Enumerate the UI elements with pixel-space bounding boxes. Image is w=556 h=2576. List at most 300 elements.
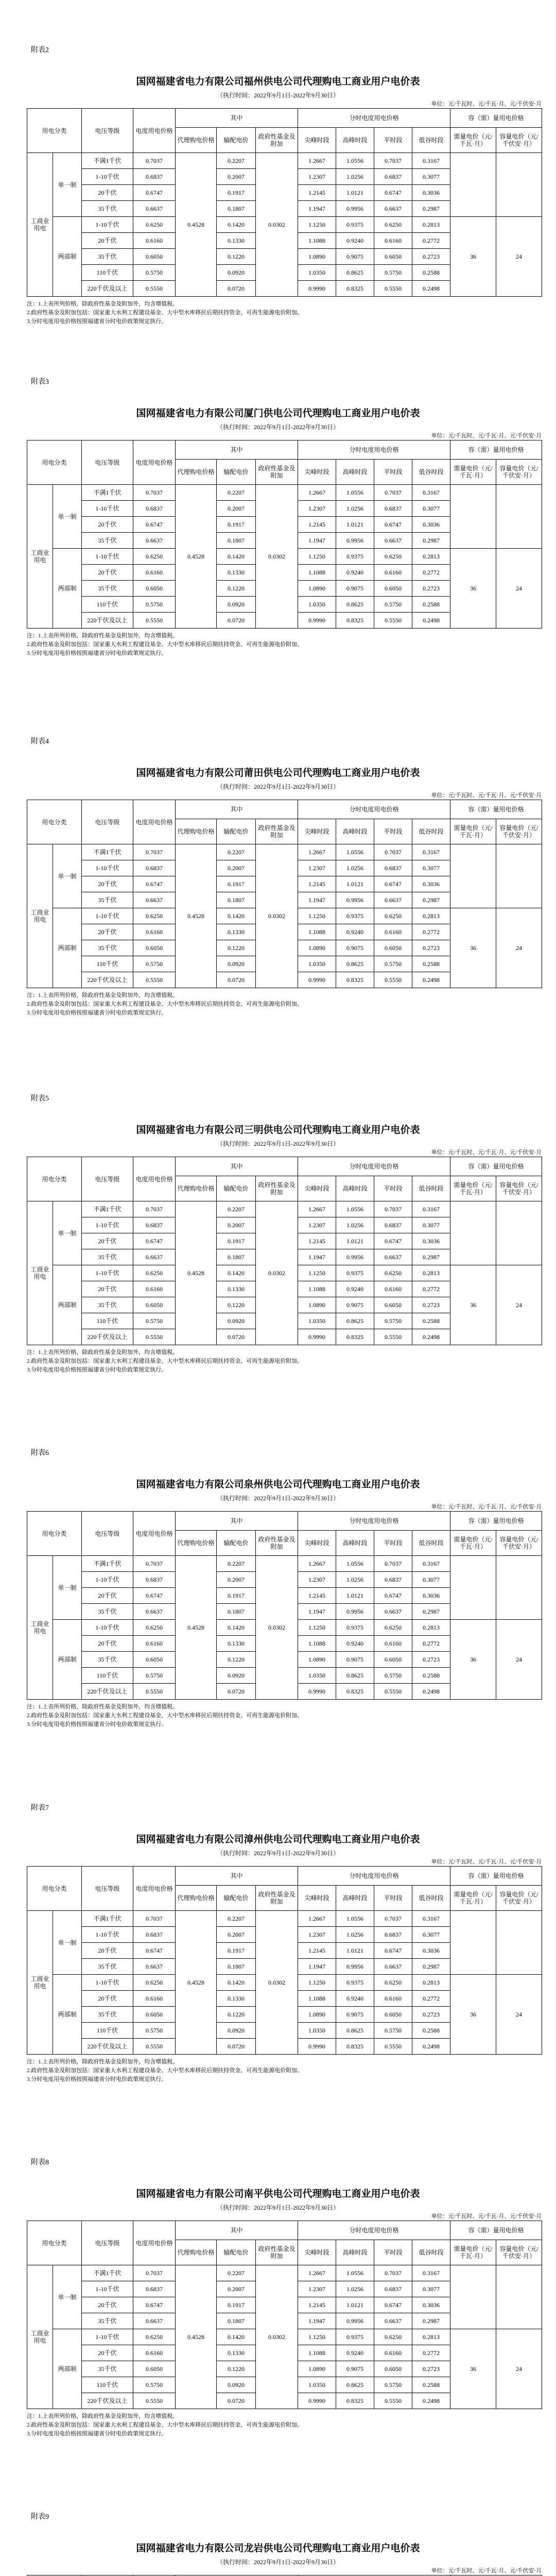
sharp-peak-cell: 1.2307: [298, 860, 336, 876]
peak-cell: 0.8625: [336, 597, 374, 613]
header-category: 用电分类: [27, 109, 82, 153]
header-row: [27, 109, 542, 128]
tdp-cell: 0.1420: [217, 549, 256, 565]
peak-cell: 1.0256: [336, 1217, 374, 1233]
table-title: 国网福建省电力有限公司南平供电公司代理购电工商业用户电价表: [136, 2189, 420, 2199]
voltage-cell: 110千伏: [82, 1313, 133, 1329]
note-line: 3.分时电度用电价格按照福建省分时电价政策规定执行。: [27, 318, 167, 325]
attachment-label: 附表4: [31, 738, 49, 745]
header-capacity-group: 容（需）量用电价格: [450, 440, 542, 460]
peak-cell: 0.9375: [336, 549, 374, 565]
energy-price-cell: 0.5750: [133, 2023, 176, 2039]
tdp-cell: 0.1330: [217, 2345, 256, 2361]
valley-cell: 0.3167: [412, 1556, 450, 1572]
tdp-cell: 0.0720: [217, 2039, 256, 2055]
price-table: [27, 1157, 542, 1345]
flat-cell: 0.6250: [374, 1620, 412, 1636]
peak-cell: 1.0256: [336, 169, 374, 185]
tariff-type-cell: 两部制: [53, 908, 82, 988]
energy-price-cell: 0.6050: [133, 1297, 176, 1313]
tdp-cell: 0.2207: [217, 153, 256, 169]
header-tou: 分时电度用电价格: [298, 1867, 450, 1886]
flat-cell: 0.7037: [374, 844, 412, 860]
header-row: [27, 800, 542, 819]
peak-cell: 0.9240: [336, 924, 374, 940]
voltage-cell: 20千伏: [82, 2297, 133, 2313]
peak-cell: 0.9956: [336, 201, 374, 217]
empty-cell: [450, 844, 496, 908]
tdp-cell: 0.1220: [217, 1297, 256, 1313]
energy-price-cell: 0.6637: [133, 201, 176, 217]
energy-price-cell: 0.6160: [133, 565, 176, 581]
header-demand: 需量电价（元/千瓦·月）: [450, 460, 496, 485]
voltage-cell: 20千伏: [82, 1588, 133, 1604]
peak-cell: 0.8325: [336, 972, 374, 988]
peak-cell: 1.0556: [336, 153, 374, 169]
energy-price-cell: 0.6637: [133, 892, 176, 908]
price-table: [27, 440, 542, 629]
valley-cell: 0.3167: [412, 153, 450, 169]
voltage-cell: 220千伏及以上: [82, 2393, 133, 2409]
sharp-peak-cell: 1.1250: [298, 908, 336, 924]
tdp-cell: 0.1807: [217, 1249, 256, 1265]
note-line: 3.分时电度用电价格按照福建省分时电价政策规定执行。: [27, 2076, 167, 2082]
flat-cell: 0.5750: [374, 597, 412, 613]
energy-price-cell: 0.6747: [133, 1588, 176, 1604]
table-notes: [27, 1348, 542, 1375]
energy-price-cell: 0.6050: [133, 2361, 176, 2377]
peak-cell: 1.0121: [336, 1588, 374, 1604]
flat-cell: 0.5750: [374, 956, 412, 972]
valley-cell: 0.2588: [412, 2023, 450, 2039]
table-title: 国网福建省电力有限公司泉州供电公司代理购电工商业用户电价表: [136, 1479, 420, 1490]
header-of-which: 其中: [176, 800, 298, 819]
energy-price-cell: 0.7037: [133, 485, 176, 501]
empty-cell: [496, 1556, 542, 1620]
flat-cell: 0.5550: [374, 972, 412, 988]
sharp-peak-cell: 1.2145: [298, 1943, 336, 1959]
voltage-cell: 20千伏: [82, 2345, 133, 2361]
tdp-cell: 0.1220: [217, 2361, 256, 2377]
header-flat: 平时段: [374, 1531, 412, 1556]
voltage-cell: 不满1千伏: [82, 1911, 133, 1927]
tdp-cell: 0.1220: [217, 940, 256, 956]
sharp-peak-cell: 1.1250: [298, 1975, 336, 1991]
header-energy-price: 电度用电价格: [133, 1512, 176, 1556]
energy-price-cell: 0.6837: [133, 1217, 176, 1233]
header-tou: 分时电度用电价格: [298, 1157, 450, 1176]
header-tdp: 输配电价: [217, 128, 256, 153]
sharp-peak-cell: 1.1947: [298, 1604, 336, 1620]
sharp-peak-cell: 0.9990: [298, 2039, 336, 2055]
empty-cell: [496, 1911, 542, 1975]
tdp-cell: 0.1917: [217, 1588, 256, 1604]
tdp-cell: 0.2007: [217, 169, 256, 185]
header-capacity: 容量电价（元/千伏安·月）: [496, 819, 542, 844]
header-energy-price: 电度用电价格: [133, 1157, 176, 1201]
valley-cell: 0.2772: [412, 1636, 450, 1652]
header-sharp: 尖峰时段: [298, 1531, 336, 1556]
header-voltage: 电压等级: [82, 2221, 133, 2265]
flat-cell: 0.6250: [374, 1975, 412, 1991]
peak-cell: 0.9240: [336, 233, 374, 249]
flat-cell: 0.6160: [374, 565, 412, 581]
energy-price-cell: 0.5550: [133, 2039, 176, 2055]
table-notes: [27, 300, 542, 326]
header-voltage: 电压等级: [82, 1512, 133, 1556]
valley-cell: 0.2987: [412, 1249, 450, 1265]
voltage-cell: 35千伏: [82, 1959, 133, 1975]
header-tdp: 输配电价: [217, 1531, 256, 1556]
note-line: 2.政府性基金及附加包括：国家重大水利工程建设基金、大中型水库移民后期扶持资金、可再生能源电价附加。: [27, 310, 303, 316]
sharp-peak-cell: 0.9990: [298, 972, 336, 988]
peak-cell: 0.8325: [336, 1329, 374, 1345]
sharp-peak-cell: 1.2145: [298, 517, 336, 533]
header-sharp: 尖峰时段: [298, 1886, 336, 1911]
flat-cell: 0.6747: [374, 1588, 412, 1604]
capacity-price-cell: 24: [496, 1265, 542, 1345]
valley-cell: 0.3167: [412, 1911, 450, 1927]
note-line: 2.政府性基金及附加包括：国家重大水利工程建设基金、大中型水库移民后期扶持资金、可再生能源电价附加。: [27, 1358, 303, 1364]
table-title: 国网福建省电力有限公司厦门供电公司代理购电工商业用户电价表: [136, 408, 420, 419]
flat-cell: 0.6837: [374, 1217, 412, 1233]
voltage-cell: 35千伏: [82, 2313, 133, 2329]
energy-price-cell: 0.6250: [133, 217, 176, 233]
sharp-peak-cell: 0.9990: [298, 1329, 336, 1345]
empty-cell: [496, 153, 542, 217]
capacity-price-cell: 24: [496, 1620, 542, 1700]
tdp-cell: 0.1220: [217, 1652, 256, 1668]
note-line: 注：1.上表所列价格，除政府性基金及附加外，均含增值税。: [27, 2059, 179, 2065]
table-row: [27, 1201, 542, 1217]
header-valley: 低谷时段: [412, 460, 450, 485]
table-notes: [27, 991, 542, 1018]
demand-price-cell: 36: [450, 1620, 496, 1700]
unit-note: 单位：元/千瓦时、元/千瓦·月、元/千伏安·月: [431, 2213, 542, 2219]
valley-cell: 0.2498: [412, 2039, 450, 2055]
voltage-cell: 35千伏: [82, 940, 133, 956]
flat-cell: 0.6747: [374, 517, 412, 533]
category-cell: 工商业用电: [27, 485, 53, 629]
header-peak: 高峰时段: [336, 128, 374, 153]
energy-price-cell: 0.5750: [133, 1313, 176, 1329]
tdp-cell: 0.1917: [217, 185, 256, 201]
voltage-cell: 20千伏: [82, 1281, 133, 1297]
sharp-peak-cell: 1.2667: [298, 1201, 336, 1217]
demand-price-cell: 36: [450, 1265, 496, 1345]
voltage-cell: 1-10千伏: [82, 1265, 133, 1281]
execution-period: （执行时间：2022年9月1日-2022年9月30日）: [217, 783, 339, 790]
peak-cell: 0.9375: [336, 1620, 374, 1636]
flat-cell: 0.5550: [374, 613, 412, 629]
empty-cell: [450, 1201, 496, 1265]
tariff-type-cell: 单一制: [53, 2265, 82, 2329]
note-line: 3.分时电度用电价格按照福建省分时电价政策规定执行。: [27, 2431, 167, 2437]
flat-cell: 0.6050: [374, 249, 412, 265]
peak-cell: 1.0121: [336, 876, 374, 892]
flat-cell: 0.6050: [374, 2007, 412, 2023]
header-valley: 低谷时段: [412, 1886, 450, 1911]
voltage-cell: 35千伏: [82, 892, 133, 908]
energy-price-cell: 0.6160: [133, 1991, 176, 2007]
header-valley: 低谷时段: [412, 1176, 450, 1201]
price-table-section: [0, 737, 556, 1018]
peak-cell: 0.9075: [336, 2007, 374, 2023]
peak-cell: 0.9075: [336, 249, 374, 265]
peak-cell: 0.9956: [336, 1604, 374, 1620]
voltage-cell: 不满1千伏: [82, 1201, 133, 1217]
flat-cell: 0.6837: [374, 1927, 412, 1943]
flat-cell: 0.6747: [374, 185, 412, 201]
header-sharp: 尖峰时段: [298, 2240, 336, 2265]
voltage-cell: 不满1千伏: [82, 2265, 133, 2281]
capacity-price-cell: 24: [496, 908, 542, 988]
flat-cell: 0.6050: [374, 940, 412, 956]
valley-cell: 0.2723: [412, 581, 450, 597]
energy-price-cell: 0.6747: [133, 185, 176, 201]
peak-cell: 1.0256: [336, 1572, 374, 1588]
price-table-section: [0, 2512, 556, 2576]
header-of-which: 其中: [176, 1157, 298, 1176]
energy-price-cell: 0.6250: [133, 549, 176, 565]
voltage-cell: 20千伏: [82, 1636, 133, 1652]
voltage-cell: 110千伏: [82, 956, 133, 972]
tdp-cell: 0.1807: [217, 892, 256, 908]
sharp-peak-cell: 1.2307: [298, 1927, 336, 1943]
header-fund: 政府性基金及附加: [256, 460, 298, 485]
header-flat: 平时段: [374, 819, 412, 844]
sharp-peak-cell: 1.2667: [298, 1556, 336, 1572]
sharp-peak-cell: 1.2145: [298, 2297, 336, 2313]
header-row: [27, 440, 542, 460]
voltage-cell: 1-10千伏: [82, 217, 133, 233]
voltage-cell: 1-10千伏: [82, 169, 133, 185]
execution-period: （执行时间：2022年9月1日-2022年9月30日）: [217, 92, 339, 99]
peak-cell: 0.8625: [336, 1313, 374, 1329]
energy-price-cell: 0.6250: [133, 1265, 176, 1281]
energy-price-cell: 0.6050: [133, 581, 176, 597]
tdp-cell: 0.1420: [217, 2329, 256, 2345]
voltage-cell: 220千伏及以上: [82, 613, 133, 629]
voltage-cell: 不满1千伏: [82, 485, 133, 501]
table-title: 国网福建省电力有限公司三明供电公司代理购电工商业用户电价表: [136, 1125, 420, 1136]
voltage-cell: 35千伏: [82, 1297, 133, 1313]
voltage-cell: 220千伏及以上: [82, 281, 133, 297]
voltage-cell: 35千伏: [82, 2361, 133, 2377]
unit-note: 单位：元/千瓦时、元/千瓦·月、元/千伏安·月: [431, 2568, 542, 2574]
capacity-price-cell: 24: [496, 2329, 542, 2409]
unit-note: 单位：元/千瓦时、元/千瓦·月、元/千伏安·月: [431, 101, 542, 107]
voltage-cell: 1-10千伏: [82, 1927, 133, 1943]
energy-price-cell: 0.6637: [133, 2313, 176, 2329]
tariff-type-cell: 两部制: [53, 2329, 82, 2409]
valley-cell: 0.2813: [412, 1620, 450, 1636]
voltage-cell: 20千伏: [82, 1233, 133, 1249]
header-voltage: 电压等级: [82, 440, 133, 485]
tdp-cell: 0.0720: [217, 281, 256, 297]
energy-price-cell: 0.6837: [133, 169, 176, 185]
energy-price-cell: 0.6837: [133, 501, 176, 517]
voltage-cell: 1-10千伏: [82, 501, 133, 517]
tdp-cell: 0.1917: [217, 2297, 256, 2313]
flat-cell: 0.5750: [374, 2023, 412, 2039]
sharp-peak-cell: 1.2145: [298, 876, 336, 892]
agent-price-cell: 0.4528: [176, 1201, 217, 1345]
energy-price-cell: 0.7037: [133, 844, 176, 860]
flat-cell: 0.6747: [374, 876, 412, 892]
valley-cell: 0.2723: [412, 2361, 450, 2377]
voltage-cell: 110千伏: [82, 2377, 133, 2393]
voltage-cell: 20千伏: [82, 565, 133, 581]
valley-cell: 0.3036: [412, 876, 450, 892]
attachment-label: 附表6: [31, 1449, 49, 1457]
sharp-peak-cell: 1.0890: [298, 581, 336, 597]
header-category: 用电分类: [27, 1867, 82, 1911]
table-row: [27, 1556, 542, 1572]
valley-cell: 0.2723: [412, 1652, 450, 1668]
voltage-cell: 不满1千伏: [82, 153, 133, 169]
sharp-peak-cell: 1.1947: [298, 2313, 336, 2329]
voltage-cell: 220千伏及以上: [82, 2039, 133, 2055]
tariff-type-cell: 单一制: [53, 844, 82, 908]
voltage-cell: 220千伏及以上: [82, 1329, 133, 1345]
flat-cell: 0.6637: [374, 1604, 412, 1620]
flat-cell: 0.6747: [374, 2297, 412, 2313]
flat-cell: 0.6837: [374, 2281, 412, 2297]
flat-cell: 0.5550: [374, 1684, 412, 1700]
voltage-cell: 20千伏: [82, 1991, 133, 2007]
header-sharp: 尖峰时段: [298, 819, 336, 844]
valley-cell: 0.2772: [412, 924, 450, 940]
tdp-cell: 0.0920: [217, 2023, 256, 2039]
flat-cell: 0.6250: [374, 217, 412, 233]
flat-cell: 0.6160: [374, 924, 412, 940]
header-of-which: 其中: [176, 1512, 298, 1531]
energy-price-cell: 0.6637: [133, 1959, 176, 1975]
energy-price-cell: 0.7037: [133, 2265, 176, 2281]
flat-cell: 0.6637: [374, 533, 412, 549]
flat-cell: 0.6160: [374, 1281, 412, 1297]
sharp-peak-cell: 1.1250: [298, 549, 336, 565]
valley-cell: 0.3077: [412, 860, 450, 876]
peak-cell: 1.0121: [336, 517, 374, 533]
table-title: 国网福建省电力有限公司漳州供电公司代理购电工商业用户电价表: [136, 1834, 420, 1845]
attachment-label: 附表7: [31, 1804, 49, 1812]
peak-cell: 0.9375: [336, 2329, 374, 2345]
flat-cell: 0.6050: [374, 2361, 412, 2377]
flat-cell: 0.7037: [374, 1911, 412, 1927]
note-line: 注：1.上表所列价格，除政府性基金及附加外，均含增值税。: [27, 992, 179, 998]
header-tdp: 输配电价: [217, 819, 256, 844]
header-demand: 需量电价（元/千瓦·月）: [450, 819, 496, 844]
peak-cell: 1.0556: [336, 1201, 374, 1217]
peak-cell: 0.9956: [336, 2313, 374, 2329]
tdp-cell: 0.1420: [217, 1265, 256, 1281]
tariff-type-cell: 两部制: [53, 549, 82, 629]
flat-cell: 0.6637: [374, 1249, 412, 1265]
header-category: 用电分类: [27, 1512, 82, 1556]
valley-cell: 0.2588: [412, 956, 450, 972]
flat-cell: 0.6050: [374, 1297, 412, 1313]
tdp-cell: 0.1330: [217, 233, 256, 249]
valley-cell: 0.3167: [412, 1201, 450, 1217]
capacity-price-cell: 24: [496, 549, 542, 629]
header-energy-price: 电度用电价格: [133, 1867, 176, 1911]
peak-cell: 0.8625: [336, 2377, 374, 2393]
valley-cell: 0.3036: [412, 185, 450, 201]
peak-cell: 0.9375: [336, 1975, 374, 1991]
demand-price-cell: 36: [450, 217, 496, 297]
fund-cell: 0.0302: [256, 153, 298, 297]
valley-cell: 0.2588: [412, 265, 450, 281]
tdp-cell: 0.0920: [217, 597, 256, 613]
valley-cell: 0.2987: [412, 1604, 450, 1620]
valley-cell: 0.2813: [412, 2329, 450, 2345]
voltage-cell: 20千伏: [82, 517, 133, 533]
note-line: 2.政府性基金及附加包括：国家重大水利工程建设基金、大中型水库移民后期扶持资金、可再生能源电价附加。: [27, 2422, 303, 2428]
sharp-peak-cell: 1.1088: [298, 1636, 336, 1652]
header-capacity-group: 容（需）量用电价格: [450, 1512, 542, 1531]
valley-cell: 0.3077: [412, 1217, 450, 1233]
valley-cell: 0.3167: [412, 2265, 450, 2281]
tdp-cell: 0.2207: [217, 1201, 256, 1217]
valley-cell: 0.2498: [412, 613, 450, 629]
tariff-type-cell: 两部制: [53, 217, 82, 297]
tdp-cell: 0.1917: [217, 876, 256, 892]
empty-cell: [450, 1911, 496, 1975]
energy-price-cell: 0.5550: [133, 613, 176, 629]
tdp-cell: 0.1807: [217, 2313, 256, 2329]
energy-price-cell: 0.5550: [133, 281, 176, 297]
valley-cell: 0.3036: [412, 1943, 450, 1959]
flat-cell: 0.6837: [374, 860, 412, 876]
voltage-cell: 110千伏: [82, 1668, 133, 1684]
header-voltage: 电压等级: [82, 800, 133, 844]
table-row: [27, 485, 542, 501]
sharp-peak-cell: 1.2307: [298, 169, 336, 185]
tdp-cell: 0.0720: [217, 613, 256, 629]
execution-period: （执行时间：2022年9月1日-2022年9月30日）: [217, 423, 339, 431]
peak-cell: 1.0121: [336, 1233, 374, 1249]
valley-cell: 0.2588: [412, 2377, 450, 2393]
tariff-type-cell: 单一制: [53, 153, 82, 217]
price-table-section: [0, 45, 556, 326]
header-row: [27, 1157, 542, 1176]
sharp-peak-cell: 1.1088: [298, 1281, 336, 1297]
valley-cell: 0.2987: [412, 2313, 450, 2329]
peak-cell: 0.8325: [336, 2039, 374, 2055]
flat-cell: 0.6050: [374, 581, 412, 597]
valley-cell: 0.2813: [412, 1265, 450, 1281]
valley-cell: 0.3036: [412, 1233, 450, 1249]
empty-cell: [496, 1201, 542, 1265]
flat-cell: 0.6747: [374, 1233, 412, 1249]
voltage-cell: 35千伏: [82, 1604, 133, 1620]
fund-cell: 0.0302: [256, 1201, 298, 1345]
header-energy-price: 电度用电价格: [133, 109, 176, 153]
peak-cell: 0.8325: [336, 281, 374, 297]
peak-cell: 0.9240: [336, 2345, 374, 2361]
peak-cell: 0.8625: [336, 2023, 374, 2039]
header-peak: 高峰时段: [336, 1176, 374, 1201]
price-table-section: [0, 1094, 556, 1375]
header-flat: 平时段: [374, 1176, 412, 1201]
peak-cell: 0.9075: [336, 940, 374, 956]
agent-price-cell: 0.4528: [176, 153, 217, 297]
valley-cell: 0.2498: [412, 1329, 450, 1345]
energy-price-cell: 0.6250: [133, 2329, 176, 2345]
header-tdp: 输配电价: [217, 1886, 256, 1911]
